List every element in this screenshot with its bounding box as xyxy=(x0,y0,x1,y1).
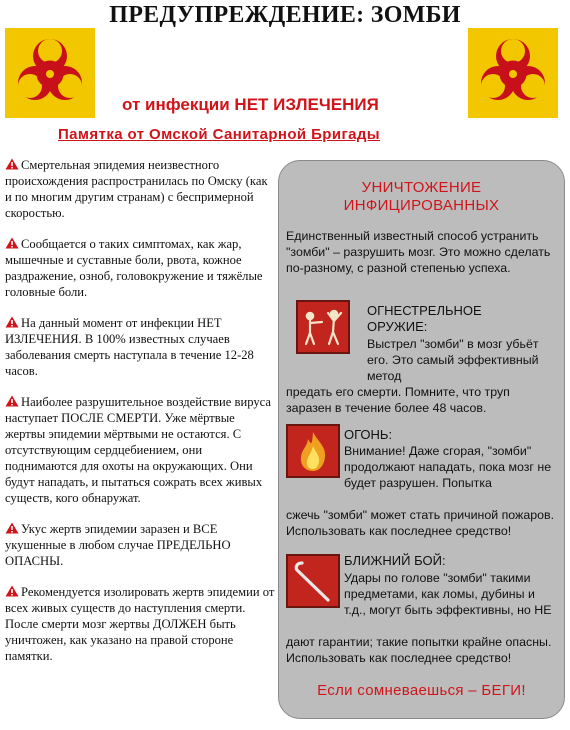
firearm-title xyxy=(367,303,557,335)
fire-icon xyxy=(286,424,340,478)
crowbar-icon xyxy=(286,554,340,608)
info-paragraph xyxy=(5,521,277,569)
page-title: ПРЕДУПРЕЖДЕНИЕ: ЗОМБИ xyxy=(109,2,461,28)
left-column xyxy=(5,157,277,679)
info-paragraph xyxy=(5,315,277,379)
firearm-text: предать его смерти. Помните, что труп заразен в течение более 48 часов. xyxy=(286,385,510,415)
paragraph-text: Укус жертв эпидемии заразен и ВСЕ укушенные в любом случае ПРЕДЕЛЬНО ОПАСНЫ. xyxy=(5,522,231,568)
warning-triangle-icon xyxy=(5,395,19,407)
info-paragraph xyxy=(5,394,277,506)
info-paragraph xyxy=(5,157,277,221)
run-warning: Если сомневаешься – БЕГИ! xyxy=(317,682,526,699)
panel-heading xyxy=(279,179,564,215)
firearm-text-wrapped: Выстрел "зомби" в мозг убьёт его. Это самый эффективный метод xyxy=(367,337,539,383)
memo-heading: Памятка от Омской Санитарной Бригады xyxy=(58,126,380,143)
panel-heading-line: УНИЧТОЖЕНИЕ xyxy=(361,179,482,196)
warning-triangle-icon xyxy=(5,158,19,170)
melee-title: БЛИЖНИЙ БОЙ: xyxy=(344,553,446,568)
fire-title: ОГОНЬ: xyxy=(344,427,393,442)
info-paragraph xyxy=(5,236,277,300)
biohazard-icon xyxy=(5,28,95,118)
section-title-line: ОГНЕСТРЕЛЬНОЕ xyxy=(367,303,482,318)
melee-text: дают гарантии; такие попытки крайне опасны. Использовать как последнее средство! xyxy=(286,635,552,665)
biohazard-icon xyxy=(468,28,558,118)
warning-triangle-icon xyxy=(5,585,19,597)
paragraph-text: Наиболее разрушительное воздействие вируса наступает ПОСЛЕ СМЕРТИ. Уже мёртвые жертвы эпидемии мёртвыми не остаются. С отсутствующим сердцебиением, они поднимаются для охоты на окружающих. Они будут нападать, и пытаться сожрать всех живых существ, кого обнаружат. xyxy=(5,395,271,505)
info-paragraph xyxy=(5,584,277,664)
paragraph-text: Рекомендуется изолировать жертв эпидемии от всех живых существ до наступления смерти. После смерти мозг жертвы ДОЛЖЕН быть уничтожен, как указано на правой стороне памятки. xyxy=(5,585,275,663)
paragraph-text: Смертельная эпидемия неизвестного происхождения распространилась по Омску (как и по многим другим странам) с беспримерной скоростью. xyxy=(5,158,268,220)
melee-text-wrapped: Удары по голове "зомби" такими предметами, как ломы, дубины и т.д., могут быть эффективны, но НЕ xyxy=(344,571,552,617)
fire-text-wrapped: Внимание! Даже сгорая, "зомби" продолжают нападать, пока мозг не будет разрушен. Попытка xyxy=(344,444,552,490)
no-cure-subtitle: от инфекции НЕТ ИЗЛЕЧЕНИЯ xyxy=(122,95,379,114)
warning-triangle-icon xyxy=(5,522,19,534)
paragraph-text: На данный момент от инфекции НЕТ ИЗЛЕЧЕНИЯ. В 100% известных случаев заболевания смерть наступала в течение 12-28 часов. xyxy=(5,316,254,378)
warning-triangle-icon xyxy=(5,237,19,249)
panel-intro: Единственный известный способ устранить "зомби" – разрушить мозг. Это можно сделать по-разному, с разной степенью успеха. xyxy=(286,229,551,275)
warning-triangle-icon xyxy=(5,316,19,328)
paragraph-text: Сообщается о таких симптомах, как жар, мышечные и суставные боли, рвота, кожное раздражение, озноб, головокружение и тяжёлые головные боли. xyxy=(5,237,263,299)
section-title-line: ОРУЖИЕ: xyxy=(367,319,428,334)
fire-text: сжечь "зомби" может стать причиной пожаров. Использовать как последнее средство! xyxy=(286,508,555,538)
destruction-panel xyxy=(278,160,565,719)
gunshot-icon xyxy=(296,300,350,354)
panel-heading-line: ИНФИЦИРОВАННЫХ xyxy=(343,197,500,214)
